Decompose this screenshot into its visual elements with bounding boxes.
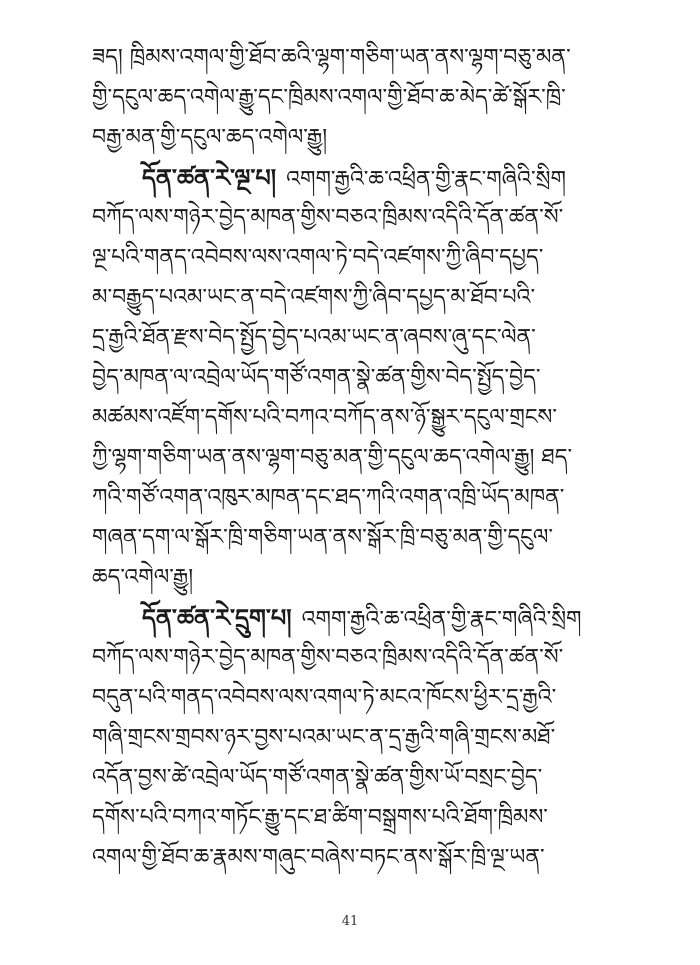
section-heading: དོན་ཚན་རེ་དྲུག་པ། [142,604,292,632]
text-line: ཀྱི་ལྷག་གཅིག་ཡན་ནས་ལྷག་བཅུ་མན་གྱི་དངུལ་ཆད་འགེལ་རྒྱུ། ཐད་ [92,445,573,470]
text-line: ལྔ་པའི་གནད་འབེབས་ལས་འགལ་ཏེ་བདེ་འཛགས་ཀྱི་ཞིབ་དཔྱད་ [92,245,544,270]
text-line [92,158,612,198]
text-line [92,598,612,638]
text-line: ཟད། ཁྲིམས་འགལ་གྱི་ཐོབ་ཆའི་ལྷག་གཅིག་ཡན་ནས་ལྷག་བཅུ་མན་ [92,45,571,70]
text-line: གཞན་དག་ལ་སྒོར་ཁྲི་གཅིག་ཡན་ནས་སྒོར་ཁྲི་བཅུ་མན་གྱི་དངུལ་ [92,525,554,550]
paragraph-1 [92,38,612,158]
paragraph-2 [92,158,612,598]
text-line: བདུན་པའི་གནད་འབེབས་ལས་འགལ་ཏེ་མངའ་ཁོངས་ཕྱིར་དྲ་རྒྱའི་ [92,685,557,710]
text-line: མ་བརྒྱུད་པའམ་ཡང་ན་བདེ་འཛགས་ཀྱི་ཞིབ་དཔྱད་མ་ཐོབ་པའི་ [92,285,536,310]
text-line: གཞི་གྲངས་གྲབས་ཉར་བྱས་པའམ་ཡང་ན་དྲ་རྒྱའི་གཞི་གྲངས་མཐོ་ [92,725,556,750]
section-heading: དོན་ཚན་རེ་ལྔ་པ། [142,164,277,192]
page-number: 41 [341,914,359,929]
text-line: བྱེད་མཁན་ལ་འབྲེལ་ཡོད་གཙོ་འགན་སྣེ་ཚན་གྱིས་བེད་སྤྱོད་བྱེད་ [92,365,541,390]
text-line-body: འགག་རྒྱའི་ཆ་འཕྲིན་གྱི་རྣང་གཞིའི་སྲིག [301,607,582,632]
text-line: དགོས་པའི་བཀའ་གཏོང་རྒྱུ་དང་ཐ་ཚིག་བསྒྲགས་པའི་ཐོག་ཁྲིམས་ [92,805,548,830]
text-line-body: འགག་རྒྱའི་ཆ་འཕྲིན་གྱི་རྣང་གཞིའི་སྲིག [286,167,567,192]
text-line: མཚམས་འཛོག་དགོས་པའི་བཀའ་བཀོད་ནས་ཉོ་སྒྱུར་དངུལ་གྲངས་ [92,405,557,430]
text-line: འགལ་གྱི་ཐོབ་ཆ་རྣམས་གཞུང་བཞེས་བཏང་ནས་སྒོར་ཁྲི་ལྔ་ཡན་ [92,845,545,870]
paragraph-3 [92,598,612,878]
text-line: གྱི་དངུལ་ཆད་འགེལ་རྒྱུ་དང་ཁྲིམས་འགལ་གྱི་ཐོབ་ཆ་མེད་ཚེ་སྒོར་ཁྲི་ [92,85,566,110]
text-line: དྲ་རྒྱའི་ཐོན་རྫས་བེད་སྤྱོད་བྱེད་པའམ་ཡང་ན་ཞབས་ཞུ་དང་ལེན་ [92,325,536,350]
text-line: འདོན་བྱས་ཚེ་འབྲེལ་ཡོད་གཙོ་འགན་སྣེ་ཚན་གྱིས་ཡོ་བསྲང་བྱེད་ [92,765,543,790]
text-line: བཀོད་ལས་གཉེར་བྱེད་མཁན་གྱིས་བཅའ་ཁྲིམས་འདིའི་དོན་ཚན་སོ་ [92,645,564,670]
text-line: བཀོད་ལས་གཉེར་བྱེད་མཁན་གྱིས་བཅའ་ཁྲིམས་འདིའི་དོན་ཚན་སོ་ [92,205,564,230]
page-body [92,38,612,878]
text-line: ཆད་འགེལ་རྒྱུ། [92,565,194,590]
text-line: ཀའི་གཙོ་འགན་འཁུར་མཁན་དང་ཐད་ཀའི་འགན་འཁྲི་ཡོད་མཁན་ [92,485,565,510]
text-line: བརྒྱ་མན་གྱི་དངུལ་ཆད་འགེལ་རྒྱུ། [92,125,328,150]
